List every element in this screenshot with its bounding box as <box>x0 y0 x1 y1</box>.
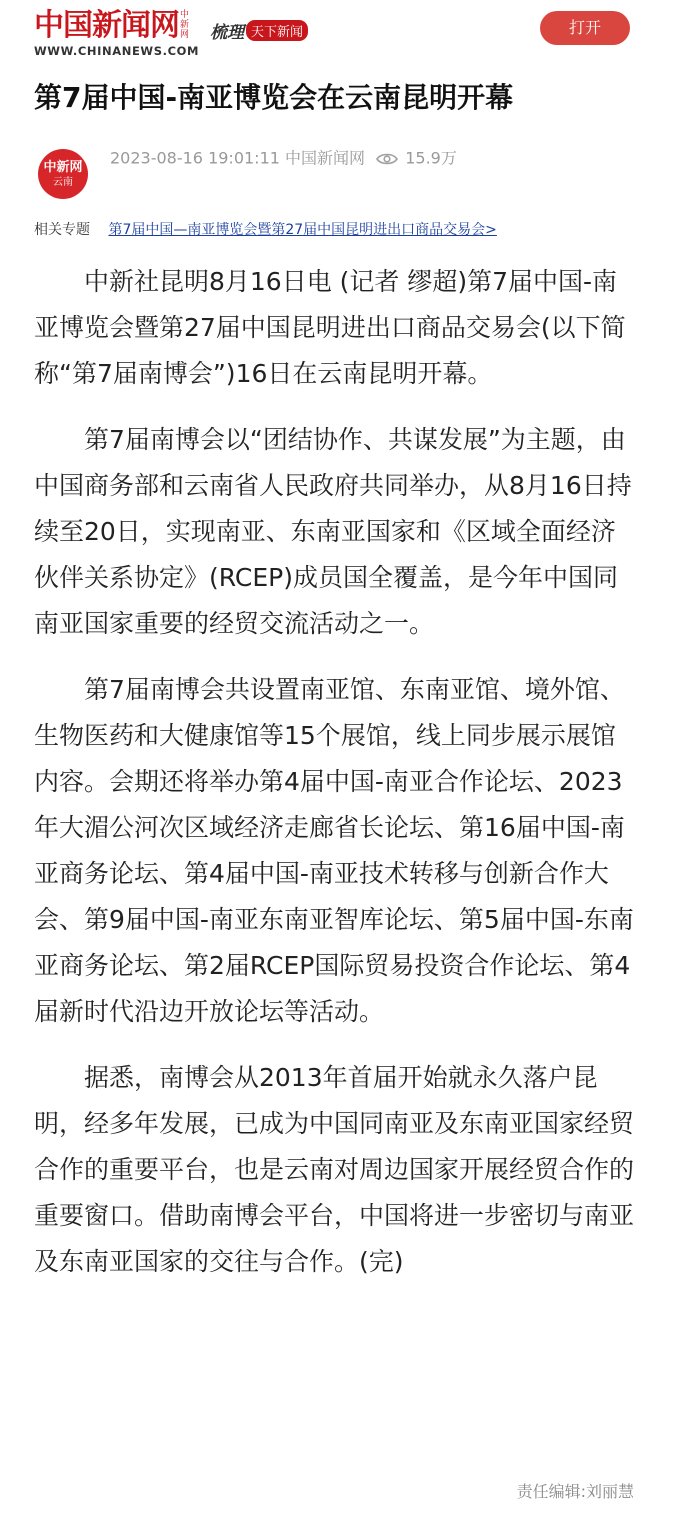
eye-icon <box>376 152 398 166</box>
avatar-region-text: 云南 <box>53 177 73 188</box>
open-app-button[interactable]: 打开 <box>540 11 630 45</box>
meta-line <box>110 146 457 171</box>
publish-datetime: 2023-08-16 19:01:11 <box>110 148 280 168</box>
related-topic <box>34 220 497 240</box>
logo-url: WWW.CHINANEWS.COM <box>34 44 200 58</box>
view-count: 15.9万 <box>405 148 457 168</box>
paragraph: 据悉，南博会从2013年首届开始就永久落户昆明，经多年发展，已成为中国同南亚及东南亚国家经贸合作的重要平台，也是云南对周边国家开展经贸合作的重要窗口。借助南博会平台，中国将进一步密切与南亚及东南亚国家的交往与合作。(完) <box>34 1063 635 1276</box>
source-avatar[interactable] <box>38 149 88 199</box>
paragraph: 中新社昆明8月16日电 (记者 缪超)第7届中国-南亚博览会暨第27届中国昆明进出口商品交易会(以下简称“第7届南博会”)16日在云南昆明开幕。 <box>34 267 626 388</box>
topic-label: 相关专题 <box>34 222 90 238</box>
article-body <box>34 259 634 1305</box>
slogan-badge: 天下新闻 <box>246 20 308 41</box>
editor-credit: 责任编辑:刘丽慧 <box>516 1482 634 1501</box>
logo-text: 中国新闻网 <box>34 8 179 43</box>
article-meta <box>34 140 644 200</box>
slogan <box>210 18 308 44</box>
slogan-text: 梳理 <box>210 23 244 43</box>
article-title: 第7届中国-南亚博览会在云南昆明开幕 <box>34 81 514 114</box>
topic-link[interactable]: 第7届中国—南亚博览会暨第27届中国昆明进出口商品交易会> <box>108 222 497 238</box>
logo-side-text: 中新网 <box>180 10 190 40</box>
avatar-logo-text: 中新网 <box>43 160 83 175</box>
paragraph: 第7届南博会以“团结协作、共谋发展”为主题，由中国商务部和云南省人民政府共同举办，从8月16日持续至20日，实现南亚、东南亚国家和《区域全面经济伙伴关系协定》(RCEP)成员国全覆盖，是今年中国同南亚国家重要的经贸交流活动之一。 <box>34 425 632 638</box>
paragraph: 第7届南博会共设置南亚馆、东南亚馆、境外馆、生物医药和大健康馆等15个展馆，线上同步展示展馆内容。会期还将举办第4届中国-南亚合作论坛、2023年大湄公河次区域经济走廊省长论坛、第16届中国-南亚商务论坛、第4届中国-南亚技术转移与创新合作大会、第9届中国-南亚东南亚智库论坛、第5届中国-东南亚商务论坛、第2届RCEP国际贸易投资合作论坛、第4届新时代沿边开放论坛等活动。 <box>34 675 634 1026</box>
chinanews-logo[interactable] <box>34 8 200 60</box>
article-source: 中国新闻网 <box>285 148 366 168</box>
top-bar <box>0 0 674 62</box>
